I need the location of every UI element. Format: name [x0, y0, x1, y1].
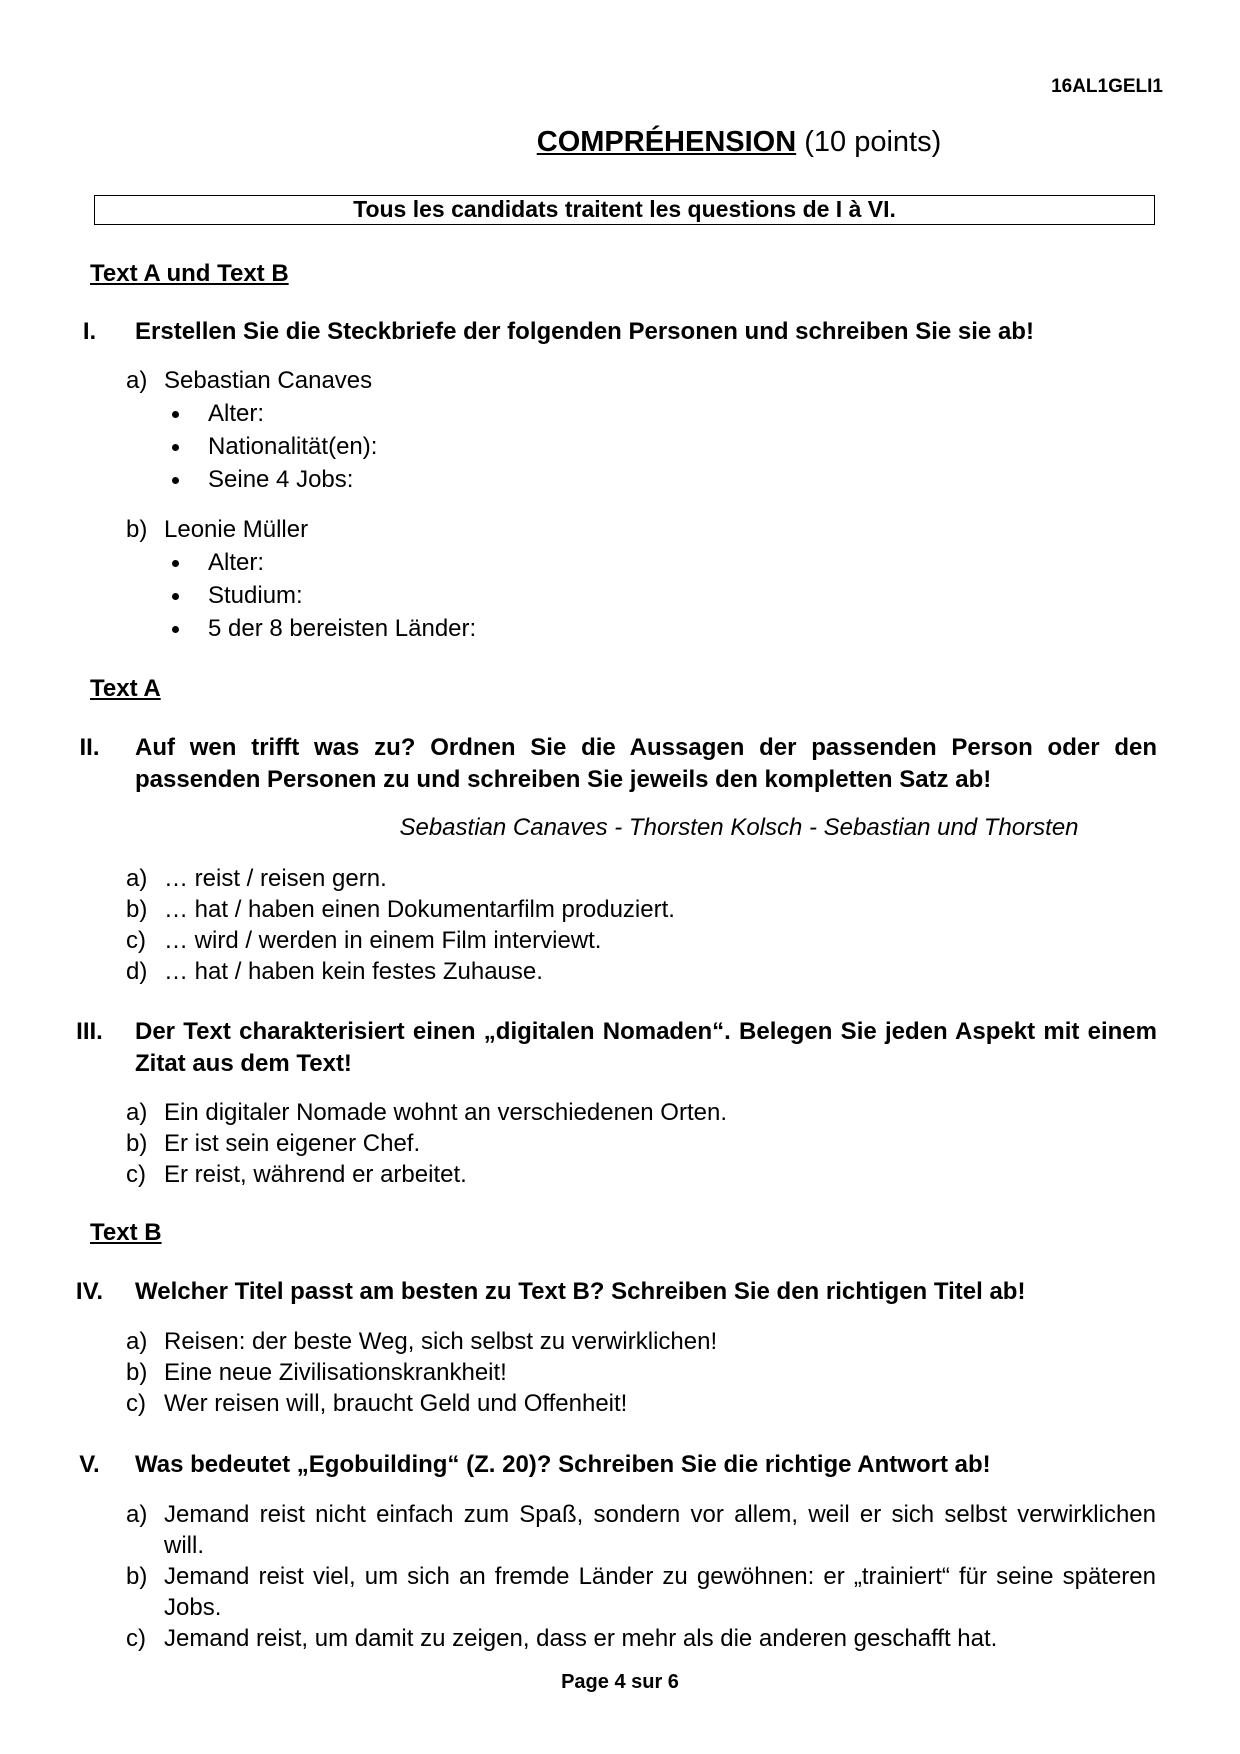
bullet-text: Alter:	[208, 400, 265, 427]
bullet-text: Alter:	[208, 549, 265, 576]
q1-a-bullet	[172, 464, 353, 495]
item-label: a)	[126, 1501, 148, 1528]
question-2	[62, 732, 1157, 796]
question-text: Welcher Titel passt am besten zu Text B? Schreiben Sie den richtigen Titel ab!	[135, 1278, 1026, 1305]
question-text: Was bedeutet „Egobuilding“ (Z. 20)? Schreiben Sie die richtige Antwort ab!	[135, 1451, 991, 1478]
item-text: … wird / werden in einem Film interviewt.	[164, 927, 602, 954]
item-text: Er reist, während er arbeitet.	[164, 1161, 467, 1188]
question-number: I.	[82, 318, 97, 345]
page-number: Page 4 sur 6	[561, 1671, 679, 1693]
document-code: 16AL1GELI1	[1051, 76, 1163, 97]
q4-item	[126, 1326, 1156, 1357]
page-title	[0, 126, 1240, 159]
instruction-box: Tous les candidats traitent les questions de I à VI.	[94, 195, 1155, 225]
q5-item	[126, 1623, 1156, 1654]
section-heading-b: Text B	[90, 1219, 162, 1246]
item-text: … reist / reisen gern.	[164, 865, 387, 892]
item-text: Er ist sein eigener Chef.	[164, 1130, 421, 1157]
question-text: Erstellen Sie die Steckbriefe der folgenden Personen und schreiben Sie sie ab!	[135, 318, 1034, 345]
bullet-icon	[172, 593, 179, 600]
section-heading-a: Text A	[90, 675, 161, 702]
item-text: Wer reisen will, braucht Geld und Offenheit!	[164, 1390, 628, 1417]
item-label: a)	[126, 865, 148, 892]
item-label: b)	[126, 896, 148, 923]
q1-item-a	[126, 365, 1156, 396]
item-text: Ein digitaler Nomade wohnt an verschiedenen Orten.	[164, 1099, 727, 1126]
item-label: a)	[126, 1328, 148, 1355]
item-text: Eine neue Zivilisationskrankheit!	[164, 1359, 507, 1386]
q2-item	[126, 925, 1156, 956]
question-3	[62, 1016, 1157, 1080]
question-1	[62, 316, 1157, 348]
item-label: b)	[126, 1563, 148, 1590]
question-number: IV.	[75, 1278, 104, 1305]
q1-item-b	[126, 514, 1156, 545]
q1-b-bullet	[172, 547, 264, 578]
item-label: c)	[126, 1161, 146, 1188]
question-4	[62, 1276, 1157, 1308]
q4-item	[126, 1388, 1156, 1419]
item-text: Jemand reist, um damit zu zeigen, dass er mehr als die anderen geschafft hat.	[164, 1625, 998, 1652]
q1-a-bullet	[172, 431, 377, 462]
question-text: Der Text charakterisiert einen „digitalen Nomaden“. Belegen Sie jeden Aspekt mit einem Zitat aus dem Text!	[135, 1018, 1157, 1077]
item-label: d)	[126, 958, 148, 985]
q1-b-bullet	[172, 580, 303, 611]
item-label: b)	[126, 1130, 148, 1157]
item-label: b)	[126, 1359, 148, 1386]
title-points: (10 points)	[796, 126, 942, 158]
q2-item	[126, 894, 1156, 925]
q2-item	[126, 956, 1156, 987]
question-number: III.	[76, 1018, 103, 1045]
q3-item	[126, 1097, 1156, 1128]
question-number: II.	[79, 734, 100, 761]
item-text: Jemand reist nicht einfach zum Spaß, sondern vor allem, weil er sich selbst verwirklichen will.	[164, 1501, 1156, 1559]
item-label: a)	[126, 367, 148, 394]
q1-a-bullet	[172, 398, 264, 429]
item-label: a)	[126, 1099, 148, 1126]
bullet-icon	[172, 560, 179, 567]
person-names: Sebastian Canaves - Thorsten Kolsch - Sebastian und Thorsten	[399, 814, 1079, 841]
item-text: Jemand reist viel, um sich an fremde Länder zu gewöhnen: er „trainiert“ für seine späteren Jobs.	[164, 1563, 1156, 1621]
item-label: c)	[126, 1625, 146, 1652]
item-label: c)	[126, 927, 146, 954]
q4-item	[126, 1357, 1156, 1388]
q5-item	[126, 1561, 1156, 1623]
item-text: … hat / haben kein festes Zuhause.	[164, 958, 543, 985]
q5-item	[126, 1499, 1156, 1561]
q2-item	[126, 863, 1156, 894]
title-main: COMPRÉHENSION	[536, 126, 797, 158]
q3-item	[126, 1159, 1156, 1190]
item-label: b)	[126, 516, 148, 543]
section-heading-ab: Text A und Text B	[90, 260, 289, 287]
question-5	[62, 1449, 1157, 1481]
bullet-text: Nationalität(en):	[208, 433, 378, 460]
item-text: Leonie Müller	[164, 516, 309, 543]
item-label: c)	[126, 1390, 146, 1417]
bullet-text: Studium:	[208, 582, 303, 609]
item-text: Sebastian Canaves	[164, 367, 373, 394]
bullet-icon	[172, 411, 179, 418]
q3-item	[126, 1128, 1156, 1159]
item-text: … hat / haben einen Dokumentarfilm produziert.	[164, 896, 675, 923]
bullet-text: Seine 4 Jobs:	[208, 466, 354, 493]
question-text: Auf wen trifft was zu? Ordnen Sie die Aussagen der passenden Person oder den passenden Personen zu und schreiben Sie jeweils den kompletten Satz ab!	[135, 734, 1157, 793]
bullet-icon	[172, 477, 179, 484]
question-number: V.	[79, 1451, 100, 1478]
item-text: Reisen: der beste Weg, sich selbst zu verwirklichen!	[164, 1328, 718, 1355]
bullet-icon	[172, 444, 179, 451]
bullet-text: 5 der 8 bereisten Länder:	[208, 615, 477, 642]
bullet-icon	[172, 626, 179, 633]
q1-b-bullet	[172, 613, 476, 644]
